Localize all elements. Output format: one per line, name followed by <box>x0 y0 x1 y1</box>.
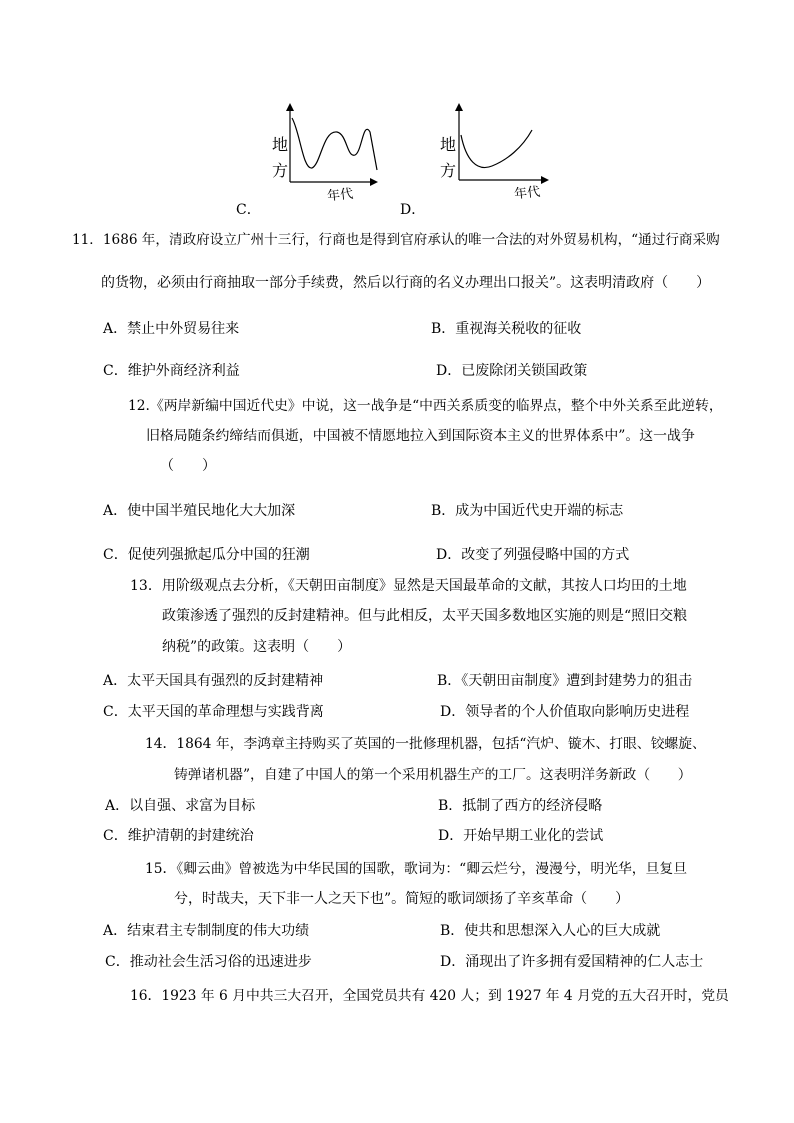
q14-option-b: B．抵制了西方的经济侵略 <box>438 798 603 814</box>
q15-option-b: B．使共和思想深入人心的巨大成就 <box>440 923 661 939</box>
q14-option-c: C．维护清朝的封建统治 <box>103 828 254 844</box>
q16-line1: 16．1923 年 6 月中共三大召开，全国党员共有 420 人；到 1927 年 4 月党的五大召开时，党员 <box>130 988 729 1004</box>
q13-line3: 纳税”的政策。这表明（ ） <box>162 639 352 655</box>
q11-line2: 的货物，必须由行商抽取一部分手续费，然后以行商的名义办理出口报关”。这表明清政府（ ） <box>101 275 711 291</box>
graph-c-ylabel2: 方 <box>272 161 289 180</box>
q13-line2: 政策渗透了强烈的反封建精神。但与此相反，太平天国多数地区实施的则是“照旧交粮 <box>162 608 688 624</box>
q15-option-c: C．推动社会生活习俗的迅速进步 <box>105 954 312 970</box>
graph-c-curve <box>292 118 377 170</box>
graph-c <box>265 100 385 205</box>
q12-option-c: C．促使列强掀起瓜分中国的狂潮 <box>103 547 310 563</box>
graph-c-x-arrow <box>370 178 378 186</box>
graph-d-x-arrow <box>541 176 549 184</box>
graph-d-xlabel: 年代 <box>513 184 541 203</box>
graph-c-ylabel1: 地 <box>272 135 289 154</box>
q12-line1: 12.《两岸新编中国近代史》中说，这一战争是“中西关系质变的临界点，整个中外关系至此逆转， <box>128 398 723 414</box>
q14-line1: 14．1864 年，李鸿章主持购买了英国的一批修理机器，包括“汽炉、镟木、打眼、铰螺旋、 <box>145 736 706 752</box>
q12-option-a: A．使中国半殖民地化大大加深 <box>103 503 296 519</box>
q11-option-a: A．禁止中外贸易往来 <box>103 321 240 337</box>
q13-line1: 13．用阶级观点去分析，《天朝田亩制度》显然是天国最革命的文献，其按人口均田的土地 <box>130 578 687 594</box>
q12-line3: （ ） <box>160 458 216 474</box>
q15-option-d: D．涌现出了许多拥有爱国精神的仁人志士 <box>440 954 704 970</box>
graph-d-ylabel2: 方 <box>440 161 457 180</box>
q12-option-b: B．成为中国近代史开端的标志 <box>431 503 624 519</box>
q15-option-a: A．结束君主专制制度的伟大功绩 <box>103 923 310 939</box>
graph-c-xlabel: 年代 <box>326 186 354 205</box>
graph-c-y-arrow <box>286 103 294 111</box>
graph-d-option: D． <box>400 202 426 218</box>
q13-option-d: D．领导者的个人价值取向影响历史进程 <box>440 704 690 720</box>
graph-d-curve <box>461 130 532 168</box>
q14-option-a: A．以自强、求富为目标 <box>105 798 256 814</box>
graph-d-ylabel1: 地 <box>440 135 457 154</box>
q11-option-b: B．重视海关税收的征收 <box>431 321 582 337</box>
q15-line1: 15．《卿云曲》曾被选为中华民国的国歌，歌词为：“卿云烂兮，漫漫兮，明光华，旦复旦 <box>145 861 687 877</box>
q15-line2: 兮，时哉夫，天下非一人之天下也”。简短的歌词颂扬了辛亥革命（ ） <box>174 891 630 907</box>
q14-option-d: D．开始早期工业化的尝试 <box>438 828 604 844</box>
q12-option-d: D．改变了列强侵略中国的方式 <box>436 547 630 563</box>
q12-line2: 旧格局随条约缔结而俱逝，中国被不情愿地拉入到国际资本主义的世界体系中”。这一战争 <box>146 428 695 444</box>
q11-option-c: C．维护外商经济利益 <box>103 363 240 379</box>
graph-c-option: C． <box>236 202 261 218</box>
q14-line2: 铸弹诸机器”，自建了中国人的第一个采用机器生产的工厂。这表明洋务新政（ ） <box>174 767 692 783</box>
graph-d-y-arrow <box>455 103 463 111</box>
q13-option-c: C．太平天国的革命理想与实践背离 <box>103 704 324 720</box>
graph-d <box>432 100 562 203</box>
q11-line1: 11．1686 年，清政府设立广州十三行，行商也是得到官府承认的唯一合法的对外贸易机构，“通过行商采购 <box>72 232 720 248</box>
q13-option-a: A．太平天国具有强烈的反封建精神 <box>103 673 324 689</box>
q13-option-b: B．《天朝田亩制度》遭到封建势力的狙击 <box>437 673 693 689</box>
q11-option-d: D．已废除闭关锁国政策 <box>436 363 588 379</box>
